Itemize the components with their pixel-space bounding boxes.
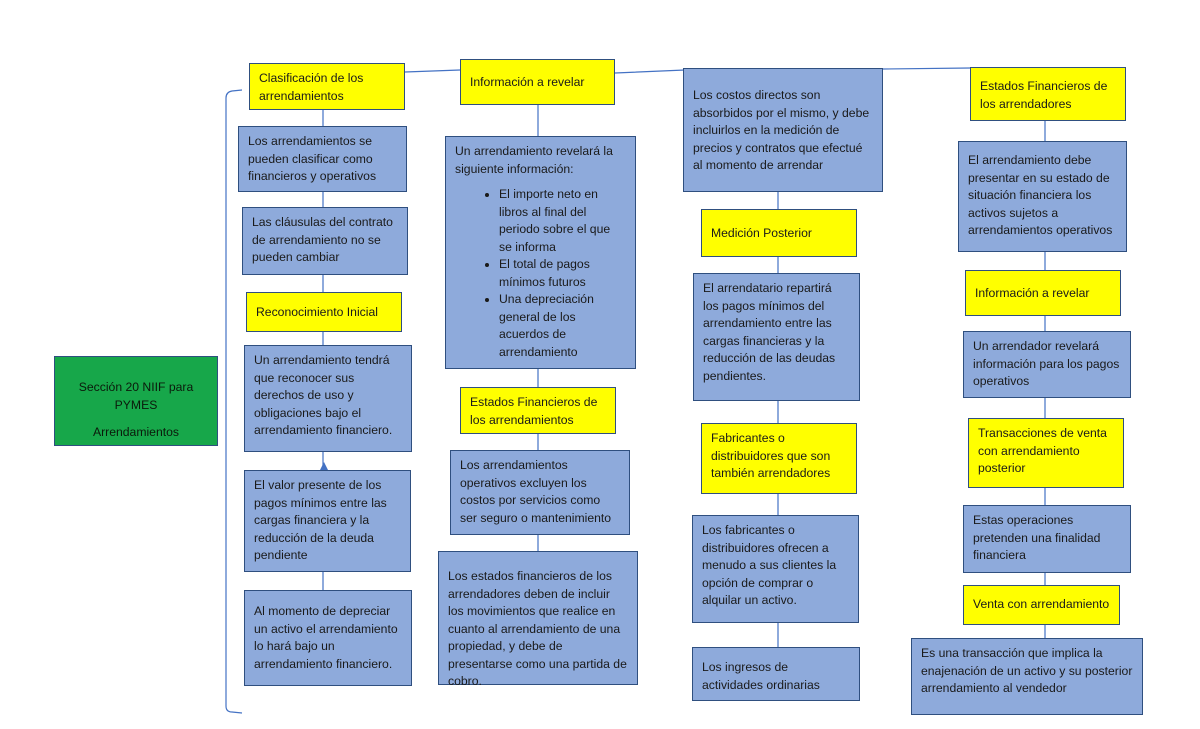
- col1-box5: Al momento de depreciar un activo el arrendamiento lo hará bajo un arrendamiento financiero.: [244, 590, 412, 686]
- col3-box3: Los fabricantes o distribuidores ofrecen a menudo a sus clientes la opción de comprar o alquilar un activo.: [692, 515, 859, 623]
- col3-box2: El arrendatario repartirá los pagos mínimos del arrendamiento entre las cargas financieras y la reducción de las deudas pendientes.: [693, 273, 860, 401]
- col1-heading: Clasificación de los arrendamientos: [249, 63, 405, 110]
- col2-bullet-list: [455, 186, 626, 361]
- col2-heading2: Estados Financieros de los arrendamientos: [460, 387, 616, 434]
- col3-heading: Medición Posterior: [701, 209, 857, 257]
- col1-box3: Un arrendamiento tendrá que reconocer sus derechos de uso y obligaciones bajo el arrendamiento financiero.: [244, 345, 412, 452]
- col2-box1: [445, 136, 636, 369]
- root-title: Sección 20 NIIF para PYMES: [78, 380, 194, 412]
- col3-box4: Los ingresos de actividades ordinarias: [692, 647, 860, 701]
- list-item: • Una depreciación general de los acuerdos de arrendamiento: [499, 291, 626, 361]
- root-subtitle: Arrendamientos: [92, 425, 180, 439]
- root-node: [54, 356, 218, 446]
- col4-box3: Estas operaciones pretenden una finalidad financiera: [963, 505, 1131, 573]
- col3-heading2: Fabricantes o distribuidores que son también arrendadores: [701, 423, 857, 494]
- arrow-head: [320, 462, 328, 470]
- col3-box1: Los costos directos son absorbidos por el mismo, y debe incluirlos en la medición de precios y contratos que efectué al momento de arrendar: [683, 68, 883, 192]
- col4-box2: Un arrendador revelará información para los pagos operativos: [963, 331, 1131, 398]
- col4-heading3: Transacciones de venta con arrendamiento posterior: [968, 418, 1124, 488]
- col1-heading2: Reconocimiento Inicial: [246, 292, 402, 332]
- col4-heading4: Venta con arrendamiento: [963, 585, 1120, 625]
- col4-box1: El arrendamiento debe presentar en su estado de situación financiera los activos sujetos a arrendamientos operativos: [958, 141, 1127, 252]
- col4-box4: Es una transacción que implica la enajenación de un activo y su posterior arrendamiento al vendedor: [911, 638, 1143, 715]
- col1-box4: El valor presente de los pagos mínimos entre las cargas financiera y la reducción de la deuda pendiente: [244, 470, 411, 572]
- list-item: • El importe neto en libros al final del periodo sobre el que se informa: [499, 186, 626, 256]
- col2-box2: Los arrendamientos operativos excluyen los costos por servicios como ser seguro o mantenimiento: [450, 450, 630, 535]
- list-item: • El total de pagos mínimos futuros: [499, 256, 626, 291]
- col4-heading2: Información a revelar: [965, 270, 1121, 316]
- col1-box2: Las cláusulas del contrato de arrendamiento no se pueden cambiar: [242, 207, 408, 275]
- col4-heading: Estados Financieros de los arrendadores: [970, 67, 1126, 121]
- col1-box1: Los arrendamientos se pueden clasificar como financieros y operativos: [238, 126, 407, 192]
- col2-heading: Información a revelar: [460, 59, 615, 105]
- col2-intro: Un arrendamiento revelará la siguiente información:: [455, 144, 613, 176]
- col2-box3: Los estados financieros de los arrendadores deben de incluir los movimientos que realice en cuanto al arrendamiento de una propiedad, y debe de presentarse como una partida de cobro.: [438, 551, 638, 685]
